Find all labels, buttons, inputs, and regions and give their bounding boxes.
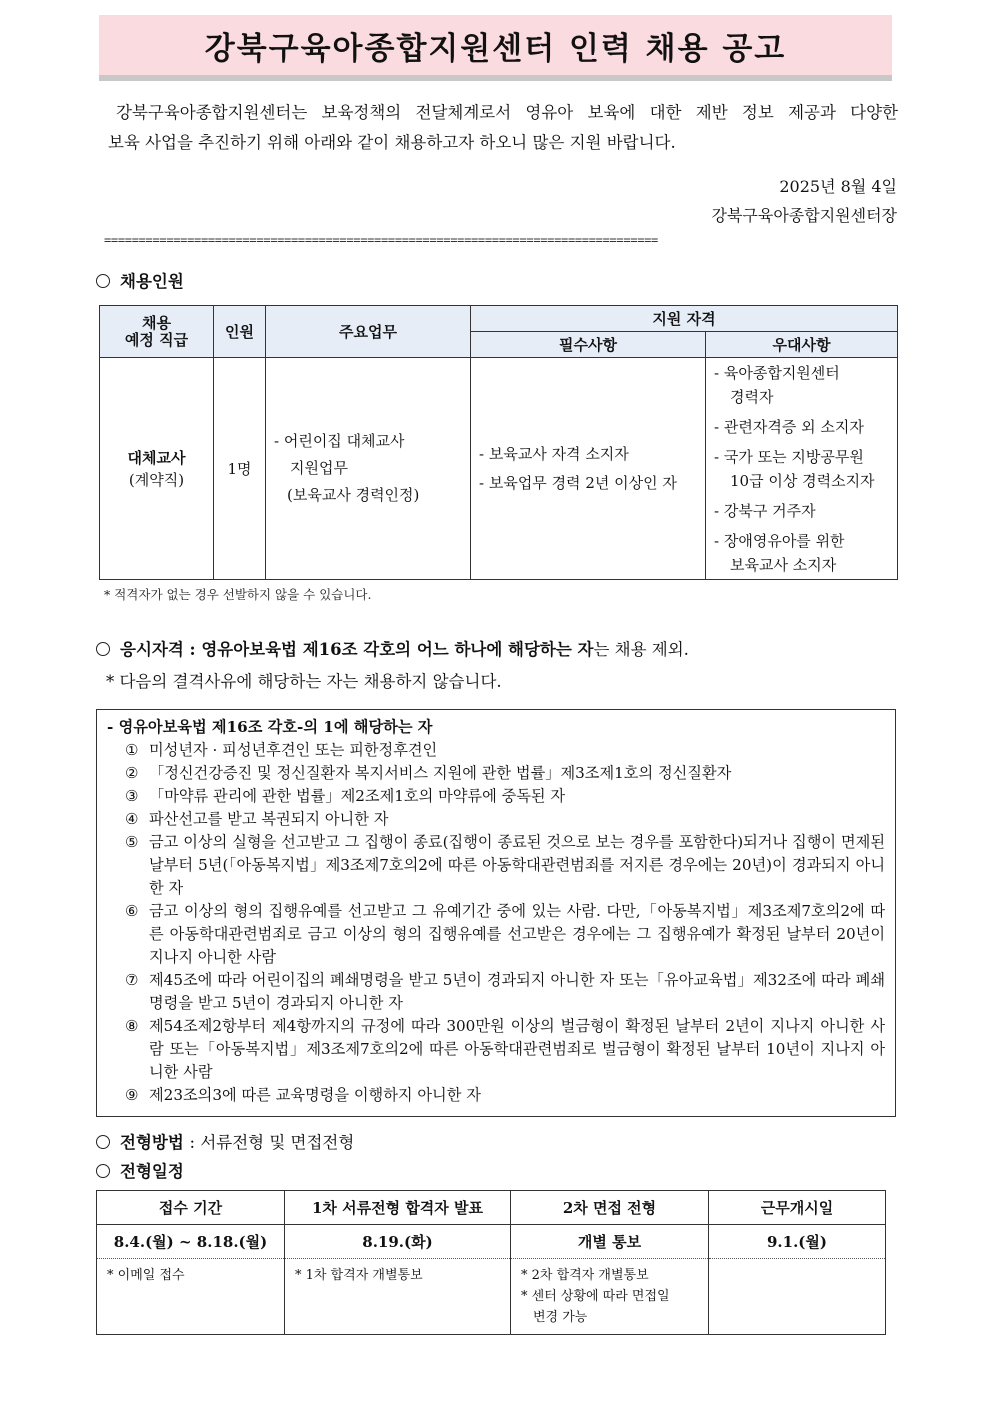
circle-bullet-icon bbox=[96, 274, 110, 288]
disqualification-item: ② 「정신건강증진 및 정신질환자 복지서비스 지원에 관한 법률」제3조제1호의 정신질환자 bbox=[125, 764, 732, 782]
qualification-line bbox=[96, 636, 689, 660]
disqualification-item: ① 미성년자 · 피성년후견인 또는 피한정후견인 bbox=[125, 741, 438, 759]
required-item: - 보육업무 경력 2년 이상인 자 bbox=[479, 473, 677, 492]
duty-line: (보육교사 경력인정) bbox=[287, 486, 420, 504]
intro-line-2: 보육 사업을 추진하기 위해 아래와 같이 채용하고자 하오니 많은 지원 바랍니다. bbox=[108, 133, 676, 152]
disqualification-item: ⑥ 금고 이상의 형의 집행유예를 선고받고 그 유예기간 중에 있는 사람. 다만,「아동복지법」제3조제7호의2에 따른 아동학대관련범죄로 금고 이상의 형의 집행유예를 선고받은 경우에는 그 집행유예가 확정된 날부터 20년이 지나지 아니한 사람 bbox=[125, 902, 885, 966]
position-name: 대체교사 bbox=[127, 448, 186, 467]
intro-line-1: 강북구육아종합지원센터는 보육정책의 전달체계로서 영유아 보육에 대한 제반 정보 제공과 다양한 bbox=[116, 103, 898, 122]
preferred-item: - 강북구 거주자 bbox=[714, 501, 816, 520]
schedule-table bbox=[96, 1190, 886, 1335]
section-schedule-label: 전형일정 bbox=[120, 1162, 184, 1181]
separator-line: ================================================================================ bbox=[104, 233, 658, 247]
schedule-value: 8.4.(월) ~ 8.18.(월) bbox=[97, 1225, 285, 1259]
schedule-note: * 1차 합격자 개별통보 bbox=[285, 1259, 511, 1335]
schedule-header: 근무개시일 bbox=[709, 1191, 886, 1225]
qualification-label: 응시자격 : 영유아보육법 제16조 각호의 어느 하나에 해당하는 자 bbox=[120, 640, 594, 659]
recruit-table bbox=[99, 305, 898, 580]
signer: 강북구육아종합지원센터장 bbox=[711, 206, 897, 225]
qualification-suffix: 는 채용 제외. bbox=[593, 640, 689, 659]
schedule-value: 개별 통보 bbox=[511, 1225, 709, 1259]
disqualification-item: ③ 「마약류 관리에 관한 법률」제2조제1호의 마약류에 중독된 자 bbox=[125, 787, 566, 805]
preferred-list bbox=[714, 361, 891, 577]
schedule-header: 1차 서류전형 합격자 발표 bbox=[285, 1191, 511, 1225]
cell-preferred bbox=[706, 358, 898, 580]
cell-position bbox=[100, 358, 214, 580]
section-recruit-heading bbox=[96, 268, 184, 292]
required-item: - 보육교사 자격 소지자 bbox=[479, 444, 629, 463]
disqualification-item: ⑧ 제54조제2항부터 제4항까지의 규정에 따라 300만원 이상의 벌금형이 확정된 날부터 2년이 지나지 아니한 사람 또는「아동복지법」제3조제7호의2에 따른 아동학대관련범죄로 벌금형이 확정된 날부터 10년이 지나지 아니한 사람 bbox=[125, 1017, 885, 1081]
disqualification-item: ④ 파산선고를 받고 복권되지 아니한 자 bbox=[125, 810, 389, 828]
disqualification-item: ⑦ 제45조에 따라 어린이집의 폐쇄명령을 받고 5년이 경과되지 아니한 자 또는「유아교육법」제32조에 따라 폐쇄명령을 받고 5년이 경과되지 아니한 자 bbox=[125, 971, 885, 1012]
duty-line: 지원업무 bbox=[290, 459, 348, 477]
schedule-value: 9.1.(월) bbox=[709, 1225, 886, 1259]
qualification-note: * 다음의 결격사유에 해당하는 자는 채용하지 않습니다. bbox=[106, 672, 502, 691]
schedule-value: 8.19.(화) bbox=[285, 1225, 511, 1259]
schedule-header: 2차 면접 전형 bbox=[511, 1191, 709, 1225]
circle-bullet-icon bbox=[96, 642, 110, 656]
schedule-header: 접수 기간 bbox=[97, 1191, 285, 1225]
circle-bullet-icon bbox=[96, 1164, 110, 1178]
header-preferred: 우대사항 bbox=[706, 332, 898, 358]
header-qualification: 지원 자격 bbox=[471, 306, 898, 332]
header-position: 채용 예정 직급 bbox=[100, 306, 214, 358]
position-type: (계약직) bbox=[128, 470, 185, 489]
preferred-item: - 국가 또는 지방공무원 10급 이상 경력소지자 bbox=[714, 447, 875, 490]
recruit-note: * 적격자가 없는 경우 선발하지 않을 수 있습니다. bbox=[104, 587, 372, 602]
duty-line: - 어린이집 대체교사 bbox=[274, 432, 405, 450]
cell-duty bbox=[266, 358, 471, 580]
cell-count: 1명 bbox=[214, 358, 266, 580]
header-duty: 주요업무 bbox=[266, 306, 471, 358]
disqualification-item: ⑨ 제23조의3에 따른 교육명령을 이행하지 아니한 자 bbox=[125, 1086, 481, 1104]
disqualification-box bbox=[96, 709, 896, 1117]
schedule-note bbox=[709, 1259, 886, 1335]
announcement-date: 2025년 8월 4일 bbox=[779, 177, 897, 196]
section-schedule-heading bbox=[96, 1158, 184, 1182]
section-method-label: 전형방법 bbox=[120, 1133, 184, 1152]
section-recruit-label: 채용인원 bbox=[120, 272, 184, 291]
header-count: 인원 bbox=[214, 306, 266, 358]
page-title: 강북구육아종합지원센터 인력 채용 공고 bbox=[204, 30, 787, 67]
preferred-item: - 장애영유아를 위한 보육교사 소지자 bbox=[714, 531, 845, 574]
disqualification-heading: - 영유아보육법 제16조 각호-의 1에 해당하는 자 bbox=[107, 718, 433, 736]
intro-paragraph bbox=[108, 98, 898, 158]
circle-bullet-icon bbox=[96, 1135, 110, 1149]
header-required: 필수사항 bbox=[471, 332, 706, 358]
preferred-item: - 육아종합지원센터 경력자 bbox=[714, 363, 840, 406]
cell-required bbox=[471, 358, 706, 580]
preferred-item: - 관련자격증 외 소지자 bbox=[714, 417, 864, 436]
section-method-value: : 서류전형 및 면접전형 bbox=[189, 1133, 355, 1152]
schedule-note: * 2차 합격자 개별통보 * 센터 상황에 따라 면접일 변경 가능 bbox=[511, 1259, 709, 1335]
title-banner bbox=[99, 15, 892, 81]
section-method-heading bbox=[96, 1129, 354, 1153]
schedule-note: * 이메일 접수 bbox=[97, 1259, 285, 1335]
disqualification-item: ⑤ 금고 이상의 실형을 선고받고 그 집행이 종료(집행이 종료된 것으로 보는 경우를 포함한다)되거나 집행이 면제된 날부터 5년(「아동복지법」제3조제7호의2에 따른 아동학대관련범죄를 저지른 경우에는 20년)이 경과되지 아니한 자 bbox=[125, 833, 885, 897]
